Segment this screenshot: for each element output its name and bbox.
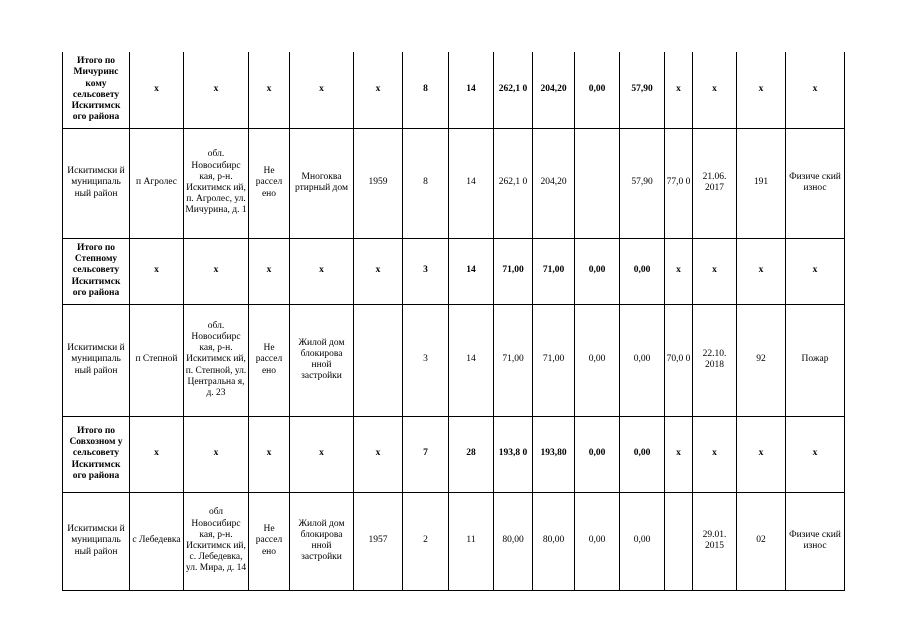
cell: х xyxy=(354,238,403,304)
cell: Итого по Степному сельсовету Искитимск ого района xyxy=(63,238,130,304)
cell: х xyxy=(249,238,290,304)
cell: х xyxy=(290,238,354,304)
cell: 14 xyxy=(449,52,494,128)
cell: Искитимски й муниципаль ный район xyxy=(63,304,130,416)
cell xyxy=(575,128,620,238)
table-row-total-stepnoy xyxy=(63,238,845,304)
cell: 71,00 xyxy=(533,304,575,416)
cell: 57,90 xyxy=(620,52,665,128)
cell: х xyxy=(290,416,354,492)
cell: х xyxy=(693,416,737,492)
cell: х xyxy=(737,52,786,128)
cell: 11 xyxy=(449,492,494,590)
cell: 02 xyxy=(737,492,786,590)
cell: 71,00 xyxy=(533,238,575,304)
cell: Итого по Мичуринс кому сельсовету Искитимск ого района xyxy=(63,52,130,128)
cell: 193,80 xyxy=(533,416,575,492)
cell: 0,00 xyxy=(575,52,620,128)
cell: х xyxy=(354,52,403,128)
cell: 0,00 xyxy=(620,492,665,590)
housing-register-table xyxy=(62,52,845,591)
cell: 8 xyxy=(403,128,449,238)
cell: 0,00 xyxy=(575,238,620,304)
cell: Не рассел ено xyxy=(249,492,290,590)
cell: 262,1 0 xyxy=(494,128,533,238)
cell: 2 xyxy=(403,492,449,590)
cell: 28 xyxy=(449,416,494,492)
cell: Искитимски й муниципаль ный район xyxy=(63,492,130,590)
cell: 204,20 xyxy=(533,128,575,238)
cell: х xyxy=(665,238,693,304)
cell: Физиче ский износ xyxy=(786,492,845,590)
cell xyxy=(665,492,693,590)
table-body xyxy=(63,52,845,590)
cell: х xyxy=(693,52,737,128)
cell: х xyxy=(693,238,737,304)
cell: Жилой дом блокирова нной застройки xyxy=(290,304,354,416)
cell: 22.10. 2018 xyxy=(693,304,737,416)
cell: 0,00 xyxy=(575,304,620,416)
cell: Физиче ский износ xyxy=(786,128,845,238)
table-row-agroles xyxy=(63,128,845,238)
cell: обл Новосибирс кая, р-н. Искитимск ий, с. Лебедевка, ул. Мира, д. 14 xyxy=(184,492,249,590)
cell: 7 xyxy=(403,416,449,492)
cell: 0,00 xyxy=(620,304,665,416)
cell: п Агролес xyxy=(130,128,184,238)
cell: х xyxy=(737,416,786,492)
cell: 0,00 xyxy=(620,416,665,492)
cell: 71,00 xyxy=(494,304,533,416)
cell: х xyxy=(665,416,693,492)
cell: х xyxy=(130,416,184,492)
table-row-lebedevka xyxy=(63,492,845,590)
cell: 57,90 xyxy=(620,128,665,238)
cell: х xyxy=(786,238,845,304)
cell: 80,00 xyxy=(494,492,533,590)
cell: 1959 xyxy=(354,128,403,238)
cell: 3 xyxy=(403,238,449,304)
cell: 80,00 xyxy=(533,492,575,590)
cell: х xyxy=(184,238,249,304)
cell: 21.06. 2017 xyxy=(693,128,737,238)
table-row-stepnoy xyxy=(63,304,845,416)
cell: 8 xyxy=(403,52,449,128)
cell: 191 xyxy=(737,128,786,238)
cell: х xyxy=(786,416,845,492)
cell: х xyxy=(354,416,403,492)
cell: х xyxy=(130,238,184,304)
cell: 193,8 0 xyxy=(494,416,533,492)
cell: 77,0 0 xyxy=(665,128,693,238)
cell: Пожар xyxy=(786,304,845,416)
cell: 262,1 0 xyxy=(494,52,533,128)
cell: Итого по Совхозном у сельсовету Искитимск ого района xyxy=(63,416,130,492)
cell xyxy=(354,304,403,416)
table-row-total-michurinsky xyxy=(63,52,845,128)
cell: х xyxy=(665,52,693,128)
cell: 71,00 xyxy=(494,238,533,304)
cell: х xyxy=(184,416,249,492)
cell: с Лебедевка xyxy=(130,492,184,590)
cell: 0,00 xyxy=(575,492,620,590)
cell: 70,0 0 xyxy=(665,304,693,416)
cell: 1957 xyxy=(354,492,403,590)
cell: х xyxy=(249,52,290,128)
cell: 0,00 xyxy=(575,416,620,492)
cell: 14 xyxy=(449,304,494,416)
cell: 14 xyxy=(449,128,494,238)
table-row-total-sovkhozny xyxy=(63,416,845,492)
cell: х xyxy=(786,52,845,128)
cell: х xyxy=(130,52,184,128)
cell: Многоква ртирный дом xyxy=(290,128,354,238)
cell: х xyxy=(290,52,354,128)
cell: х xyxy=(249,416,290,492)
cell: 29.01. 2015 xyxy=(693,492,737,590)
cell: Не рассел ено xyxy=(249,304,290,416)
cell: 14 xyxy=(449,238,494,304)
cell: 92 xyxy=(737,304,786,416)
cell: х xyxy=(184,52,249,128)
cell: обл. Новосибирс кая, р-н. Искитимск ий, п. Агролес, ул. Мичурина, д. 1 xyxy=(184,128,249,238)
cell: 204,20 xyxy=(533,52,575,128)
cell: Искитимски й муниципаль ный район xyxy=(63,128,130,238)
cell: п Степной xyxy=(130,304,184,416)
cell: 3 xyxy=(403,304,449,416)
cell: Жилой дом блокирова нной застройки xyxy=(290,492,354,590)
cell: 0,00 xyxy=(620,238,665,304)
cell: Не рассел ено xyxy=(249,128,290,238)
cell: обл. Новосибирс кая, р-н. Искитимск ий, п. Степной, ул. Центральна я, д. 23 xyxy=(184,304,249,416)
cell: х xyxy=(737,238,786,304)
